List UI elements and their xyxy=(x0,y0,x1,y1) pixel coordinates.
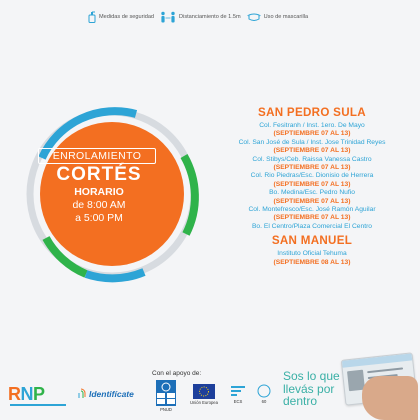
anniversary-label: 60 xyxy=(261,399,267,404)
schedule-start: de 8:00 AM xyxy=(72,199,126,211)
un-emblem-icon xyxy=(156,380,176,406)
site-dates: (SEPTIEMBRE 07 AL 13) xyxy=(273,130,351,138)
ecs-label: ECS xyxy=(233,399,243,404)
safety-item-distance xyxy=(160,11,241,23)
rnp-logo-r: R xyxy=(8,384,21,404)
site-name: Instituto Oficial Tehuma xyxy=(277,250,347,258)
rnp-logo-n: N xyxy=(20,384,33,404)
schedule-end: a 5:00 PM xyxy=(75,212,123,224)
schedule-label: HORARIO xyxy=(74,186,124,198)
hand-sanitizer-icon xyxy=(88,11,96,23)
site-name: Col. Stibys/Ceb. Raissa Vanessa Castro xyxy=(252,155,372,163)
support-label: Con el apoyo de: xyxy=(152,370,202,377)
eu-flag-icon xyxy=(193,384,215,399)
id-card-line xyxy=(367,367,403,373)
site-name: Col. San José de Sula / Inst. Jose Trinidad Reyes xyxy=(238,138,386,146)
list-item xyxy=(214,122,410,139)
department-title: CORTÉS xyxy=(56,164,142,185)
list-item xyxy=(214,250,410,267)
site-dates: (SEPTIEMBRE 07 AL 13) xyxy=(273,164,351,172)
face-mask-icon xyxy=(247,13,261,22)
list-item xyxy=(214,139,410,156)
anniversary-emblem-icon xyxy=(256,384,272,398)
site-name: Col. Fesitranh / Inst. 1ero. De Mayo xyxy=(259,122,365,129)
list-item xyxy=(214,172,410,189)
site-name: Col. Rio Piedras/Esc. Dionisio de Herrera xyxy=(250,172,374,180)
rnp-underline xyxy=(10,404,66,406)
site-name: Bo. El Centro/Plaza Comercial El Centro xyxy=(251,222,373,230)
safety-label-distance: Distanciamiento de 1.5m xyxy=(179,14,241,20)
rnp-logo xyxy=(8,384,66,404)
slogan-line: llevás por xyxy=(283,381,335,396)
site-dates: (SEPTIEMBRE 07 AL 13) xyxy=(273,214,351,222)
ecs-logo xyxy=(230,384,246,404)
safety-label-sanitizer: Medidas de seguridad xyxy=(99,14,155,20)
site-dates: (SEPTIEMBRE 07 AL 13) xyxy=(273,197,351,205)
identificate-logo xyxy=(76,388,134,400)
city-heading-san-manuel: SAN MANUEL xyxy=(271,234,353,248)
site-name: Bo. Medina/Esc. Pedro Nufio xyxy=(269,189,355,197)
list-item xyxy=(214,206,410,223)
safety-item-sanitizer xyxy=(88,11,154,23)
fingerprint-icon xyxy=(76,388,86,400)
footer xyxy=(0,360,420,420)
site-name: Col. Montefresco/Esc. José Ramón Aguilar xyxy=(248,206,376,214)
site-dates: (SEPTIEMBRE 07 AL 13) xyxy=(273,147,351,155)
list-item xyxy=(214,223,410,231)
list-item xyxy=(214,156,410,173)
safety-measures-row xyxy=(88,10,348,24)
slogan-line: Sos lo que xyxy=(283,369,340,383)
city-heading-san-pedro-sula: SAN PEDRO SULA xyxy=(258,106,366,119)
safety-item-mask xyxy=(247,13,308,22)
list-item xyxy=(214,189,410,206)
site-dates: (SEPTIEMBRE 07 AL 13) xyxy=(273,180,351,188)
pnud-label: PNUD xyxy=(160,407,172,412)
identificate-text: Identifícate xyxy=(89,389,134,399)
safety-label-mask: Uso de mascarilla xyxy=(263,14,309,20)
locations-list xyxy=(214,106,410,267)
site-dates: (SEPTIEMBRE 08 AL 13) xyxy=(273,258,351,266)
pnud-logo xyxy=(156,380,176,412)
eu-label: Unión Europea xyxy=(190,400,218,405)
ecs-emblem-icon xyxy=(230,384,246,398)
people-distance-icon xyxy=(160,11,176,23)
rnp-logo-p: P xyxy=(33,384,45,404)
hand-image xyxy=(362,376,418,420)
id-card-header xyxy=(342,353,412,367)
anniversary-logo xyxy=(256,384,272,404)
enrolamiento-banner: ENROLAMIENTO xyxy=(38,148,156,164)
eu-logo xyxy=(190,384,218,405)
slogan-line: dentro xyxy=(283,394,318,408)
